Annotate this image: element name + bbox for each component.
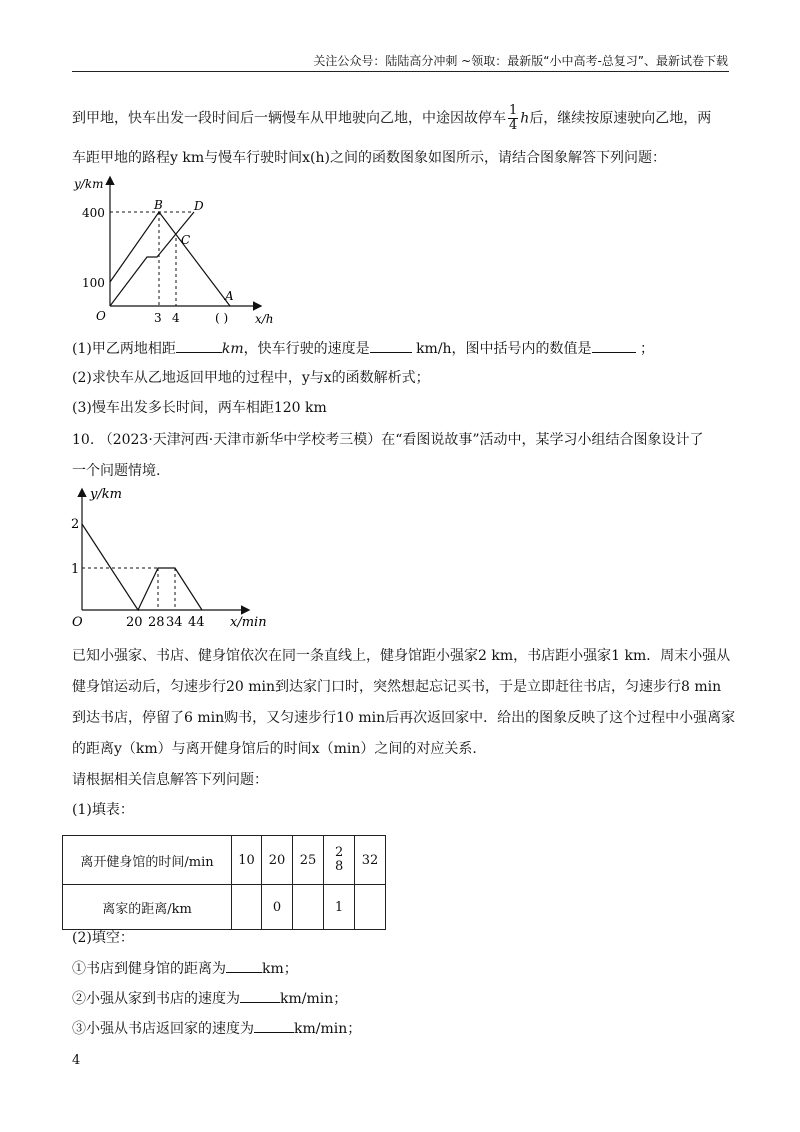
blank-3-text: ③小强从书店返回家的速度为: [72, 1021, 254, 1037]
table-cell-input[interactable]: [293, 885, 324, 930]
fill-in-table: [62, 835, 386, 930]
header-divider: [72, 71, 729, 72]
fraction-quarter: [508, 104, 518, 133]
blank-3-unit: km/min；: [294, 1021, 362, 1037]
blank-1-unit: km；: [262, 961, 298, 977]
graph-1: [72, 172, 292, 332]
q9-line-1: [72, 104, 732, 133]
q9-sub1-unit: km: [221, 341, 244, 357]
answer-blank[interactable]: [254, 1018, 294, 1033]
graph-2: [70, 484, 290, 632]
table-cell: 25: [293, 836, 324, 885]
graph1-tick-4: 4: [172, 311, 180, 325]
q10-fill-table-label: (1)填表：: [72, 802, 134, 818]
q9-sub1-c: km/h，图中括号内的数值是: [416, 341, 592, 357]
graph1-point-C: C: [181, 233, 191, 247]
graph1-point-B: B: [154, 198, 163, 212]
table-cell-input[interactable]: [232, 885, 262, 930]
frac-denominator: 4: [509, 118, 518, 133]
graph1-point-A: A: [225, 289, 234, 303]
q10-para-2: 健身馆运动后，匀速步行20 min到达家门口时，突然想起忘记买书，于是立即赶往书店，匀速步行8 min: [72, 679, 722, 695]
graph2-tick-1: 1: [71, 562, 80, 577]
graph1-tick-100: 100: [82, 276, 105, 290]
graph1-point-D: D: [194, 199, 204, 213]
q10-intro-2: 一个问题情境.: [72, 463, 161, 479]
q10-prompt: 请根据相关信息解答下列问题：: [72, 772, 268, 788]
graph1-x-label: x/h: [255, 312, 274, 326]
graph2-distance-line: [82, 524, 202, 610]
table-row: [63, 836, 386, 885]
q9-line1-b: 后，继续按原速驶向乙地，两: [529, 110, 712, 127]
graph2-tick-44: 44: [188, 615, 205, 630]
answer-blank[interactable]: [240, 988, 280, 1003]
graph2-tick-20: 20: [126, 615, 143, 630]
graph1-tick-blank: ( ): [215, 311, 229, 325]
q10-para-4: 的距离y（km）与离开健身馆后的时间x（min）之间的对应关系.: [72, 741, 477, 757]
table-cell: 1: [324, 885, 355, 930]
q10-intro-1: 10. （2023·天津河西·天津市新华中学校考三模）在“看图说故事”活动中，某学习小组结合图象设计了: [72, 432, 704, 448]
graph1-origin: O: [96, 309, 106, 323]
blank-2-unit: km/min；: [280, 991, 348, 1007]
q9-sub-1: [72, 338, 732, 359]
q10-blank-2: [72, 988, 732, 1009]
answer-blank[interactable]: [176, 338, 222, 353]
q9-sub1-a: (1)甲乙两地相距: [72, 341, 176, 357]
q10-fill-blank-label: (2)填空：: [72, 930, 134, 946]
graph2-tick-28: 28: [148, 615, 165, 630]
q10-para-1: 已知小强家、书店、健身馆依次在同一条直线上，健身馆距小强家2 km，书店距小强家1 km．周末小强从: [72, 648, 731, 664]
q9-line-2: 车距甲地的路程y km与慢车行驶时间x(h)之间的函数图象如图所示，请结合图象解答下列问题：: [72, 150, 666, 166]
frac-unit: h: [520, 110, 530, 127]
graph1-tick-400: 400: [82, 206, 105, 220]
q9-line1-a: 到甲地，快车出发一段时间后一辆慢车从甲地驶向乙地，中途因故停车: [72, 110, 506, 127]
graph1-tick-3: 3: [154, 311, 162, 325]
table-cell: 10: [232, 836, 262, 885]
graph2-tick-2: 2: [71, 517, 80, 532]
q10-blank-3: [72, 1018, 732, 1039]
graph1-y-label: y/km: [74, 177, 104, 191]
q9-sub-2: (2)求快车从乙地返回甲地的过程中，y与x的函数解析式；: [72, 370, 430, 386]
table-header-time: 离开健身馆的时间/min: [63, 836, 232, 885]
answer-blank[interactable]: [592, 338, 636, 353]
table-cell: 20: [262, 836, 293, 885]
table-cell: 0: [262, 885, 293, 930]
answer-blank[interactable]: [370, 338, 412, 353]
blank-1-text: ①书店到健身馆的距离为: [72, 961, 226, 977]
blank-2-text: ②小强从家到书店的速度为: [72, 991, 240, 1007]
q10-para-3: 到达书店，停留了6 min购书，又匀速步行10 min后再次返回家中．给出的图象反映了这个过程中小强离家: [72, 710, 736, 726]
q9-sub-3: (3)慢车出发多长时间，两车相距120 km: [72, 400, 327, 416]
q9-sub1-b: ，快车行驶的速度是: [243, 341, 370, 357]
frac-numerator: 1: [509, 103, 518, 118]
table-cell: 32: [355, 836, 386, 885]
page-number: 4: [72, 1053, 81, 1068]
graph2-origin: O: [72, 615, 83, 630]
graph2-x-label: x/min: [230, 615, 267, 630]
q9-sub1-d: ；: [640, 341, 655, 357]
graph1-fast-car-line: [110, 212, 230, 306]
table-cell-28: [324, 836, 355, 885]
table-row: [63, 885, 386, 930]
table-cell-input[interactable]: [355, 885, 386, 930]
answer-blank[interactable]: [226, 958, 262, 973]
table-header-distance: 离家的距离/km: [63, 885, 232, 930]
graph2-y-label: y/km: [90, 487, 122, 502]
page-header: 关注公众号：陆陆高分冲刺 ~领取：最新版“小中高考-总复习”、最新试卷下载: [313, 54, 728, 68]
graph2-tick-34: 34: [166, 615, 183, 630]
table-cell-28-text: 28: [335, 845, 344, 874]
q10-blank-1: [72, 958, 732, 979]
graph1-slow-car-line: [110, 212, 194, 306]
